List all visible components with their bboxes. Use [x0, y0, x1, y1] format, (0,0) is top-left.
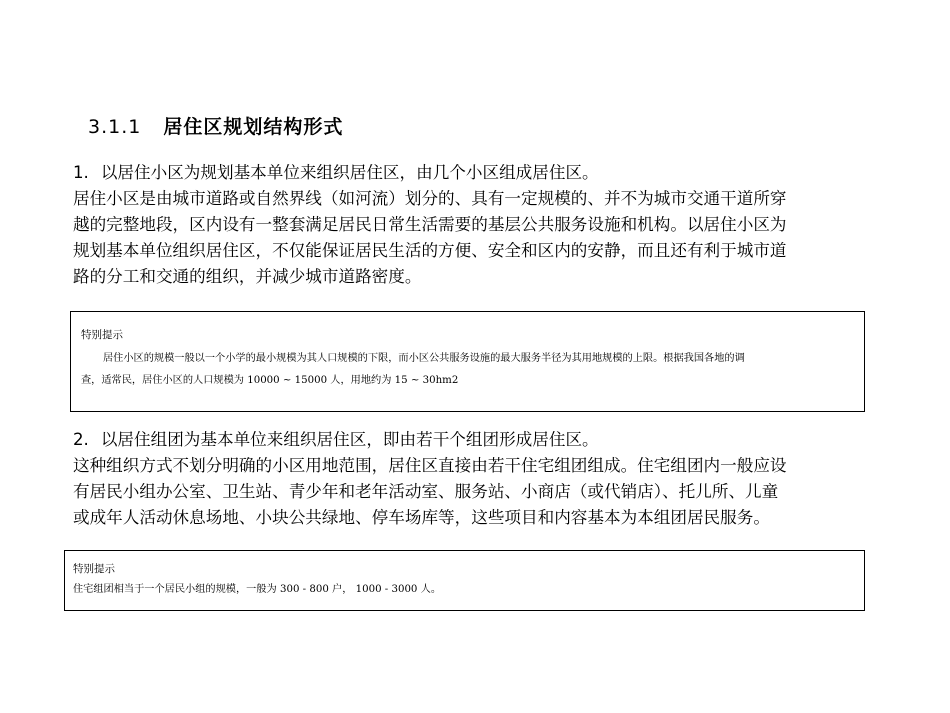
note-2-title: 特别提示	[73, 563, 115, 575]
note-1-title: 特别提示	[81, 329, 123, 341]
section-heading	[88, 112, 343, 139]
section-number: 3.1.1	[88, 116, 142, 138]
special-note-2	[64, 550, 865, 611]
note-1-body	[81, 348, 857, 392]
item-2-heading	[73, 427, 873, 453]
item-1-title: 以居住小区为规划基本单位来组织居住区，由几个小区组成居住区。	[100, 163, 599, 182]
item-2	[73, 427, 873, 531]
item-1-line-4: 路的分工和交通的组织，并减少城市道路密度。	[73, 267, 422, 286]
item-1	[73, 160, 873, 290]
item-2-line-1: 这种组织方式不划分明确的小区用地范围，居住区直接由若干住宅组团组成。住宅组团内一般应设	[73, 456, 787, 475]
item-1-heading	[73, 160, 873, 186]
note-1-line-1: 居住小区的规模一般以一个小学的最小规模为其人口规模的下限，而小区公共服务设施的最大服务半径为其用地规模的上限。根据我国各地的调	[103, 353, 745, 364]
section-title: 居住区规划结构形式	[163, 116, 344, 138]
item-1-line-2: 越的完整地段，区内设有一整套满足居民日常生活需要的基层公共服务设施和机构。以居住小区为	[73, 215, 787, 234]
item-2-title: 以居住组团为基本单位来组织居住区，即由若干个组团形成居住区。	[100, 430, 599, 449]
item-1-index: 1.	[73, 163, 89, 182]
item-2-line-2: 有居民小组办公室、卫生站、青少年和老年活动室、服务站、小商店（或代销店）、托儿所、儿童	[73, 482, 779, 501]
note-2-line-1: 住宅组团相当于一个居民小组的规模，一般为 300 - 800 户， 1000 - 3000 人。	[73, 584, 442, 595]
item-2-line-3: 或成年人活动休息场地、小块公共绿地、停车场库等，这些项目和内容基本为本组团居民服务。	[73, 508, 770, 527]
item-1-line-3: 规划基本单位组织居住区，不仅能保证居民生活的方便、安全和区内的安静，而且还有利于城市道	[73, 241, 787, 260]
item-2-index: 2.	[73, 430, 89, 449]
note-1-line-2: 查，适常民，居住小区的人口规模为 10000 ~ 15000 人，用地约为 15 ~ 30hm2	[81, 375, 459, 386]
special-note-1	[70, 311, 865, 412]
note-2-body	[73, 580, 853, 600]
item-1-line-1: 居住小区是由城市道路或自然界线（如河流）划分的、具有一定规模的、并不为城市交通干道所穿	[73, 189, 787, 208]
